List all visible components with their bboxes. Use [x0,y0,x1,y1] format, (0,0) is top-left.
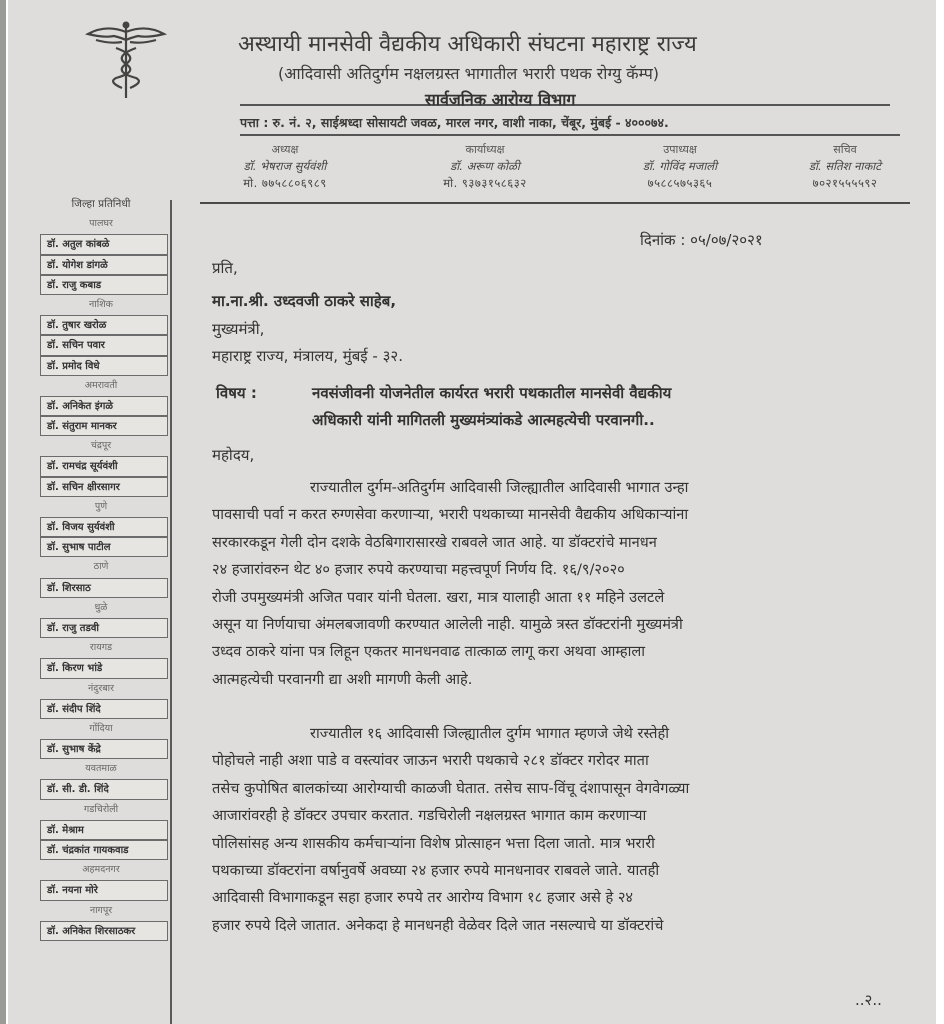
officer-role: उपाध्यक्ष [663,143,697,156]
representative-name: डॉ. संतुराम मानकर [40,416,168,436]
representative-name: डॉ. योगेश डांगळे [40,255,168,275]
representative-name: डॉ. राजु तडवी [40,618,168,638]
representative-name: डॉ. संदीप शिंदे [40,699,168,719]
representative-name: डॉ. अनिकेत इंगळे [40,396,168,416]
paragraph-line: आदिवासी विभागाकडून सहा हजार रुपये तर आरोग्य विभाग १८ हजार असे हे २४ [212,889,634,907]
subject-line-1: नवसंजीवनी योजनेतील कार्यरत भरारी पथकातील मानसेवी वैद्यकीय [312,384,672,402]
recipient-designation: मुख्यमंत्री, [212,320,265,338]
officer-name: डॉ. सतिश नाकाटे [808,159,882,173]
district-heading: अमरावती [84,379,118,391]
officer-role: कार्याध्यक्ष [465,143,505,156]
representative-name: डॉ. अनिकेत शिरसाठकर [40,921,168,941]
officer-vice-president [600,142,760,191]
paragraph-line: पावसाची पर्वा न करत रुग्णसेवा करणाऱ्या, भरारी पथकाच्या मानसेवी वैद्यकीय अधिकाऱ्यांना [212,506,689,524]
district-heading: अहमदनगर [82,864,120,876]
address-divider [240,134,900,136]
recipient-name: मा.ना.श्री. उध्दवजी ठाकरे साहेब, [212,292,397,310]
paragraph-line: उध्दव ठाकरे यांना पत्र लिहून एकतर मानधनवाढ तात्काळ लागू करा अथवा आम्हाला [212,643,646,661]
representative-name: डॉ. रामचंद्र सूर्यवंशी [40,456,168,476]
officer-role: अध्यक्ष [271,143,299,156]
representative-name: डॉ. मेश्राम [40,820,168,840]
scan-edge [0,0,6,1024]
representative-name: डॉ. नयना मोरे [40,880,168,900]
organization-address: पत्ता : रु. नं. २, साईश्रध्दा सोसायटी जवळ, मारल नगर, वाशी नाका, चेंबूर, मुंबई - ४०००७४. [240,115,669,130]
page-continuation: ..२.. [855,991,882,1009]
officer-phone: ७५८८५७५३६५ [647,176,713,190]
representative-name: डॉ. चंद्रकांत गायकवाड [40,840,168,860]
representative-name: डॉ. सुभाष केंद्रे [40,739,168,759]
representative-name: डॉ. सचिन पवार [40,335,168,355]
district-heading: पालघर [89,218,113,230]
representative-name: डॉ. अतुल कांबळे [40,234,168,254]
department-name: सार्वजनिक आरोग्य विभाग [425,90,576,109]
officer-role: सचिव [833,143,857,156]
officer-name: डॉ. भेषराज सुर्यवंशी [243,159,327,173]
recipient-address: महाराष्ट्र राज्य, मंत्रालय, मुंबई - ३२. [212,347,403,365]
representative-name: डॉ. प्रमोद विधे [40,356,168,376]
salutation: महोदय, [212,446,255,464]
paragraph-line: राज्यातील दुर्गम-अतिदुर्गम आदिवासी जिल्ह्यातील आदिवासी भागात उन्हा [310,479,689,496]
officer-president [200,142,370,191]
officer-phone: ७०२१५५५५९२ [812,176,878,190]
representative-name: डॉ. किरण भांडे [40,658,168,678]
officer-working-president [400,142,570,191]
paragraph-line: पथकाच्या डॉक्टरांना वर्षानुवर्षे अवघ्या २४ हजार रुपये मानधनावर राबवले जाते. यातही [212,861,660,879]
representative-name: डॉ. विजय सुर्यवंशी [40,517,168,537]
district-heading: पुणे [94,500,108,512]
district-heading: नाशिक [89,298,113,310]
paragraph-line: हजार रुपये दिले जातात. अनेकदा हे मानधनही वेळेवर दिले जात नसल्याचे या डॉक्टरांचे [212,916,664,934]
paragraph-line: असून या निर्णयाचा अंमलबजावणी करण्यात आलेली नाही. यामुळे त्रस्त डॉक्टरांनी मुख्यमंत्री [212,615,683,633]
district-heading: चंद्रपूर [90,440,112,452]
representative-name: डॉ. राजु कबाड [40,275,168,295]
officer-name: डॉ. अरूण कोळी [450,159,520,173]
paragraph-line: तसेच कुपोषित बालकांच्या आरोग्याची काळजी घेतात. तसेच साप-विंचू दंशापासून वेगवेगळ्या [212,779,690,797]
paragraph-line: २४ हजारांवरुन थेट ४० हजार रुपये करण्याचा महत्त्वपूर्ण निर्णय दि. १६/९/२०२० [212,561,625,579]
district-heading: नंदुरबार [88,682,114,694]
district-heading: गोंदिया [89,722,113,734]
district-representatives-sidebar [34,194,168,941]
officer-name: डॉ. गोविंद मजाली [642,159,718,173]
paragraph-line: आत्महत्येची परवानगी द्या अशी मागणी केली आहे. [212,670,473,688]
sidebar-title: जिल्हा प्रतिनिधी [71,198,131,210]
officer-phone: मो. ९३७३१५८६३२ [443,176,527,190]
subject-label: विषय : [216,384,257,402]
district-heading: यवतमाळ [85,763,117,775]
caduceus-logo-icon [78,16,174,100]
paragraph-line: रोजी उपमुख्यमंत्री अजित पवार यांनी घेतला. खरा, मात्र यालाही आता ११ महिने उलटले [212,588,665,606]
organization-title: अस्थायी मानसेवी वैद्यकीय अधिकारी संघटना महाराष्ट्र राज्य [238,32,697,57]
representative-name: डॉ. सुभाष पाटील [40,537,168,557]
paragraph-line: सरकारकडून गेली दोन दशके वेठबिगारासारखे राबवले जात आहे. या डॉक्टरांचे मानधन [212,533,657,551]
paragraph-2 [212,720,912,939]
representative-name: डॉ. सचिन क्षीरसागर [40,477,168,497]
district-heading: धुळे [94,601,108,613]
representative-name: डॉ. सी. डी. शिंदे [40,779,168,799]
district-heading: ठाणे [93,561,109,573]
representative-name: डॉ. शिरसाठ [40,578,168,598]
to-label: प्रति, [212,259,238,277]
district-heading: रायगड [89,642,113,654]
organization-subtitle: (आदिवासी अतिदुर्गम नक्षलग्रस्त भागातील भरारी पथक रोग्यु कॅम्प) [278,64,660,83]
sidebar-divider [170,200,172,1024]
paragraph-line: पोहोचले नाही अशा पाडे व वस्त्यांवर जाऊन भरारी पथकाचे २८१ डॉक्टर गरोदर माता [212,752,649,770]
officer-secretary [780,142,910,191]
office-bearers [200,142,910,198]
letter-date: दिनांक : ०५/०७/२०२१ [640,231,763,249]
paragraph-line: आजारांवरही हे डॉक्टर उपचार करतात. गडचिरोली नक्षलग्रस्त भागात काम करणाऱ्या [212,807,647,825]
district-heading: गडचिरोली [83,803,119,815]
officers-divider [200,202,910,204]
paragraph-line: राज्यातील १६ आदिवासी जिल्ह्यातील दुर्गम भागात म्हणजे जेथे रस्तेही [310,725,669,742]
officer-phone: मो. ७७५८८०६९८९ [243,176,327,190]
subject-line-2: अधिकारी यांनी मागितली मुख्यमंत्र्यांकडे आत्महत्येची परवानगी.. [312,411,655,429]
representative-name: डॉ. तुषार खरोळ [40,315,168,335]
paragraph-1 [212,474,912,693]
paragraph-line: पोलिसांसह अन्य शासकीय कर्मचाऱ्यांना विशेष प्रोत्साहन भत्ता दिला जातो. मात्र भरारी [212,834,655,852]
district-heading: नागपूर [89,904,113,916]
